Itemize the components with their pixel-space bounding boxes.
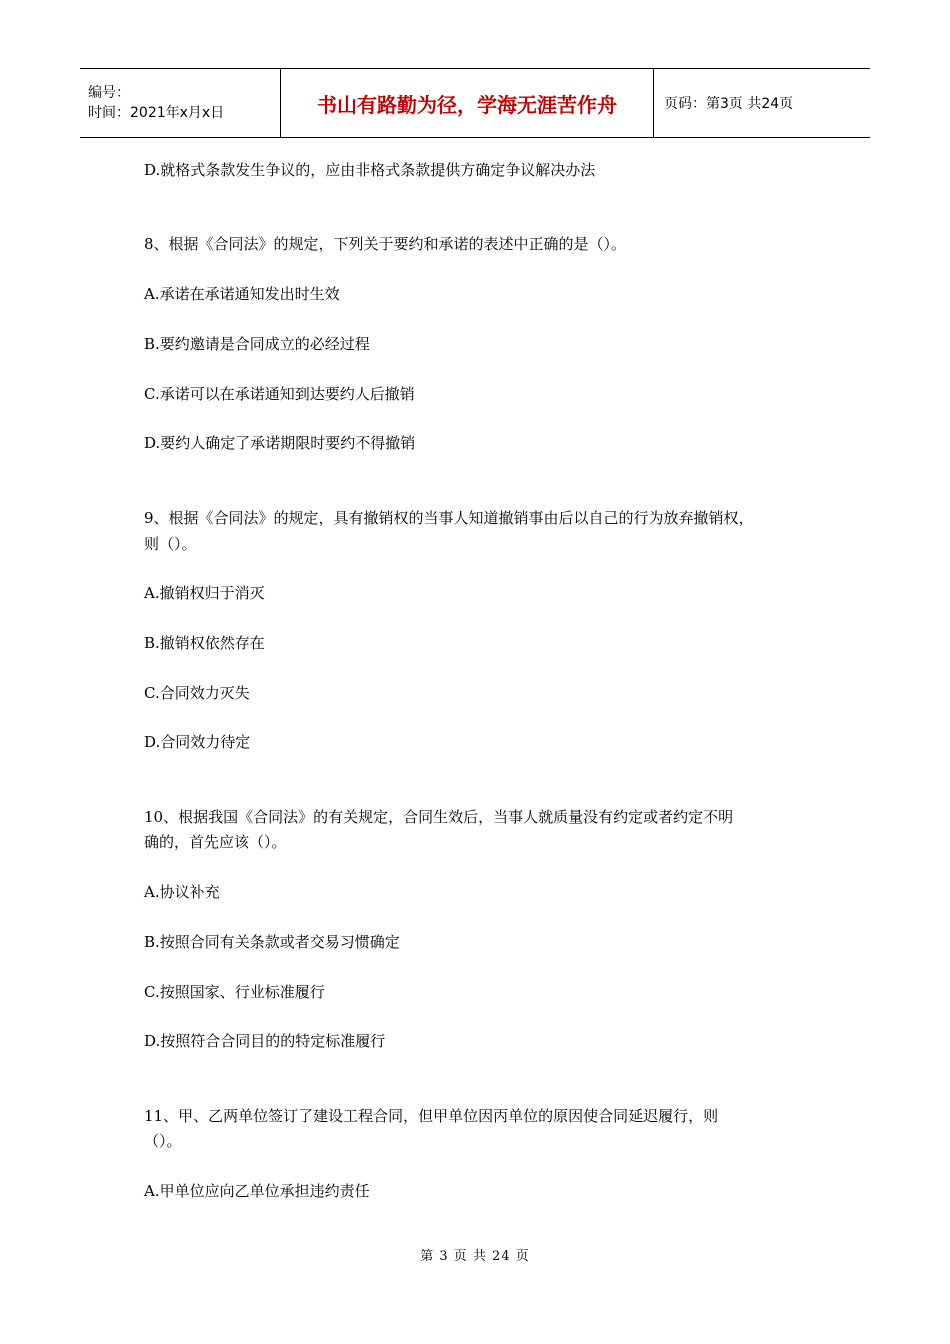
option-line: D.要约人确定了承诺期限时要约不得撤销 bbox=[144, 434, 416, 452]
option-line: B.要约邀请是合同成立的必经过程 bbox=[144, 335, 370, 353]
page-footer: 第 3 页 共 24 页 bbox=[420, 1249, 530, 1264]
question-line: （）。 bbox=[144, 1132, 182, 1150]
option-line: A.甲单位应向乙单位承担违约责任 bbox=[144, 1182, 370, 1200]
option-line: B.撤销权依然存在 bbox=[144, 634, 265, 652]
document-number-label: 编号： bbox=[88, 85, 130, 101]
option-line: C.按照国家、行业标准履行 bbox=[144, 983, 325, 1001]
question-line: 9、根据《合同法》的规定，具有撤销权的当事人知道撤销事由后以自己的行为放弃撤销权， bbox=[144, 509, 754, 527]
option-line: A.撤销权归于消灭 bbox=[144, 584, 265, 602]
option-line: D.合同效力待定 bbox=[144, 733, 251, 751]
header-page-code: 页码：第3页 共24页 bbox=[664, 96, 794, 112]
question-line: 10、根据我国《合同法》的有关规定，合同生效后，当事人就质量没有约定或者约定不明 bbox=[144, 808, 734, 826]
option-line: C.承诺可以在承诺通知到达要约人后撤销 bbox=[144, 385, 415, 403]
question-line: 11、甲、乙两单位签订了建设工程合同，但甲单位因丙单位的原因使合同延迟履行，则 bbox=[144, 1107, 719, 1125]
option-line: D.就格式条款发生争议的，应由非格式条款提供方确定争议解决办法 bbox=[144, 161, 596, 179]
question-line: 确的，首先应该（）。 bbox=[144, 833, 287, 851]
option-line: B.按照合同有关条款或者交易习惯确定 bbox=[144, 933, 400, 951]
option-line: D.按照符合合同目的的特定标准履行 bbox=[144, 1032, 386, 1050]
header-meta bbox=[80, 69, 281, 137]
header-motto: 书山有路勤为径，学海无涯苦作舟 bbox=[281, 69, 654, 137]
option-line: C.合同效力灭失 bbox=[144, 684, 250, 702]
page-header bbox=[80, 68, 870, 138]
option-line: A.承诺在承诺通知发出时生效 bbox=[144, 285, 340, 303]
option-line: A.协议补充 bbox=[144, 883, 220, 901]
question-line: 则（）。 bbox=[144, 535, 197, 553]
document-date: 时间：2021年x月x日 bbox=[88, 105, 225, 121]
question-line: 8、根据《合同法》的规定，下列关于要约和承诺的表述中正确的是（）。 bbox=[144, 235, 627, 253]
